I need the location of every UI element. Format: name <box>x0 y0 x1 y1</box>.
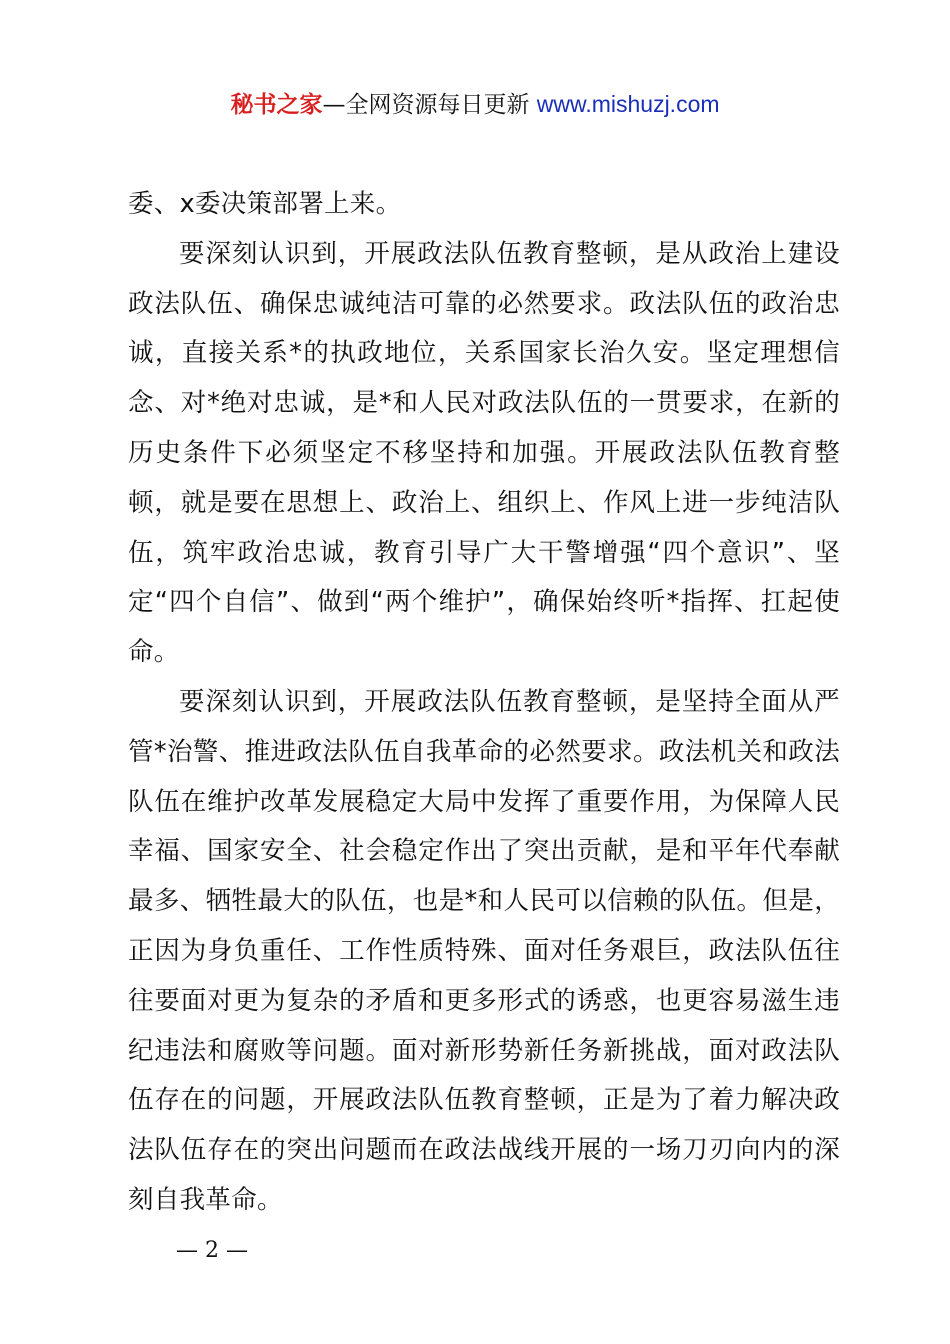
site-brand: 秘书之家 <box>230 92 323 118</box>
paragraph-continuation: 委、x委决策部署上来。 <box>128 189 402 219</box>
paragraph-political-loyalty: 要深刻认识到，开展政法队伍教育整顿，是从政治上建设政法队伍、确保忠诚纯洁可靠的必然要求。政法队伍的政治忠诚，直接关系*的执政地位，关系国家长治久安。坚定理想信念、对*绝对忠诚，是*和人民对政法队伍的一贯要求，在新的历史条件下必须坚定不移坚持和加强。开展政法队伍教育整顿，就是要在思想上、政治上、组织上、作风上进一步纯洁队伍，筑牢政治忠诚，教育引导广大干警增强“四个意识”、坚定“四个自信”、做到“两个维护”，确保始终听*指挥、扛起使命。 <box>128 238 840 668</box>
document-body <box>128 180 840 1226</box>
site-tagline: —全网资源每日更新 <box>322 92 530 118</box>
paragraph-self-revolution: 要深刻认识到，开展政法队伍教育整顿，是坚持全面从严管*治警、推进政法队伍自我革命的必然要求。政法机关和政法队伍在维护改革发展稳定大局中发挥了重要作用，为保障人民幸福、国家安全、社会稳定作出了突出贡献，是和平年代奉献最多、牺牲最大的队伍，也是*和人民可以信赖的队伍。但是，正因为身负重任、工作性质特殊、面对任务艰巨，政法队伍往往要面对更为复杂的矛盾和更多形式的诱惑，也更容易滋生违纪违法和腐败等问题。面对新形势新任务新挑战，面对政法队伍存在的问题，开展政法队伍教育整顿，正是为了着力解决政法队伍存在的突出问题而在政法战线开展的一场刀刃向内的深刻自我革命。 <box>128 686 840 1215</box>
site-url-link[interactable]: www.mishuzj.com <box>536 91 720 117</box>
page-number: — 2 — <box>176 1238 248 1263</box>
site-header <box>0 86 950 123</box>
